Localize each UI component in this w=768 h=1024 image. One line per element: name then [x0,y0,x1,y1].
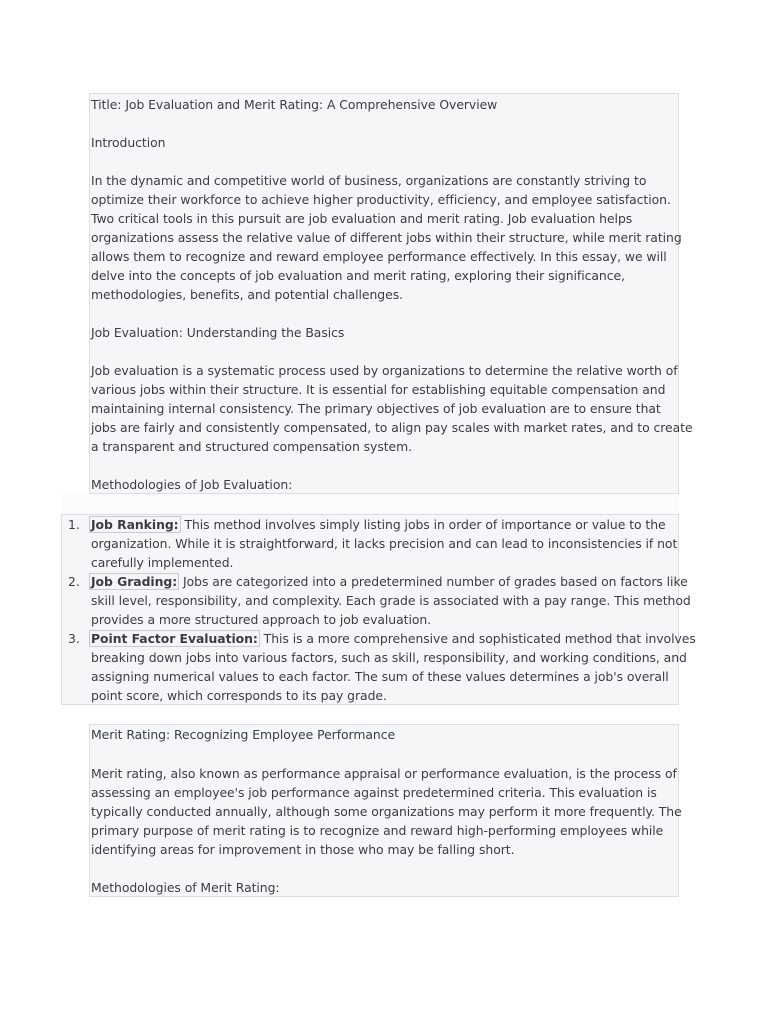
merit-rating-line: typically conducted annually, although some organizations may perform it more frequently. The [91,804,682,819]
list-item-number: 1. [68,517,80,532]
list-item-text: organization. While it is straightforward, it lacks precision and can lead to inconsistencies if not [91,536,678,551]
list-item-text: provides a more structured approach to job evaluation. [91,612,432,627]
document-title: Title: Job Evaluation and Merit Rating: A Comprehensive Overview [91,97,498,112]
list-item-text: carefully implemented. [91,555,234,570]
list-item-text: breaking down jobs into various factors, such as skill, responsibility, and working conditions, and [91,650,687,665]
list-item-text: assigning numerical values to each factor. The sum of these values determines a job's overall [91,669,669,684]
text-block-introduction [89,93,693,494]
merit-rating-line: Merit rating, also known as performance appraisal or performance evaluation, is the process of [91,766,677,781]
list-item-text: point score, which corresponds to its pay grade. [91,688,387,703]
job-evaluation-heading: Job Evaluation: Understanding the Basics [91,325,345,340]
text-block-merit-rating [89,724,682,897]
list-item-number: 2. [68,574,80,589]
list-item-term: Job Ranking: [91,517,179,532]
merit-rating-line: identifying areas for improvement in those who may be falling short. [91,842,515,857]
list-item-text: This method involves simply listing jobs in order of importance or value to the [180,517,666,532]
list-item-number: 3. [68,631,80,646]
text-block-job-evaluation-methods [61,514,696,705]
job-evaluation-methods-heading: Methodologies of Job Evaluation: [91,477,293,492]
job-evaluation-line: a transparent and structured compensation system. [91,439,413,454]
merit-rating-line: primary purpose of merit rating is to recognize and reward high-performing employees while [91,823,664,838]
list-item-term: Job Grading: [91,574,178,589]
list-item-text: skill level, responsibility, and complexity. Each grade is associated with a pay range. This method [91,593,691,608]
merit-rating-heading: Merit Rating: Recognizing Employee Performance [91,727,396,742]
introduction-line: methodologies, benefits, and potential challenges. [91,287,403,302]
job-evaluation-line: maintaining internal consistency. The primary objectives of job evaluation are to ensure that [91,401,661,416]
job-evaluation-line: Job evaluation is a systematic process used by organizations to determine the relative worth of [91,363,678,378]
list-item-term: Point Factor Evaluation: [91,631,258,646]
introduction-line: delve into the concepts of job evaluation and merit rating, exploring their significance, [91,268,625,283]
job-evaluation-line: various jobs within their structure. It is essential for establishing equitable compensation and [91,382,666,397]
list-item-text: Jobs are categorized into a predetermined number of grades based on factors like [179,574,688,589]
introduction-line: Two critical tools in this pursuit are job evaluation and merit rating. Job evaluation helps [91,211,633,226]
list-item-text: This is a more comprehensive and sophisticated method that involves [259,631,696,646]
job-evaluation-line: jobs are fairly and consistently compensated, to align pay scales with market rates, and to create [91,420,693,435]
introduction-line: optimize their workforce to achieve higher productivity, efficiency, and employee satisfaction. [91,192,671,207]
introduction-line: organizations assess the relative value of different jobs within their structure, while merit rating [91,230,682,245]
introduction-line: In the dynamic and competitive world of business, organizations are constantly striving to [91,173,647,188]
merit-rating-line: assessing an employee's job performance against predetermined criteria. This evaluation is [91,785,657,800]
introduction-heading: Introduction [91,135,166,150]
merit-rating-methods-heading: Methodologies of Merit Rating: [91,880,280,895]
introduction-line: allows them to recognize and reward employee performance effectively. In this essay, we will [91,249,667,264]
section-spacer [61,494,679,514]
